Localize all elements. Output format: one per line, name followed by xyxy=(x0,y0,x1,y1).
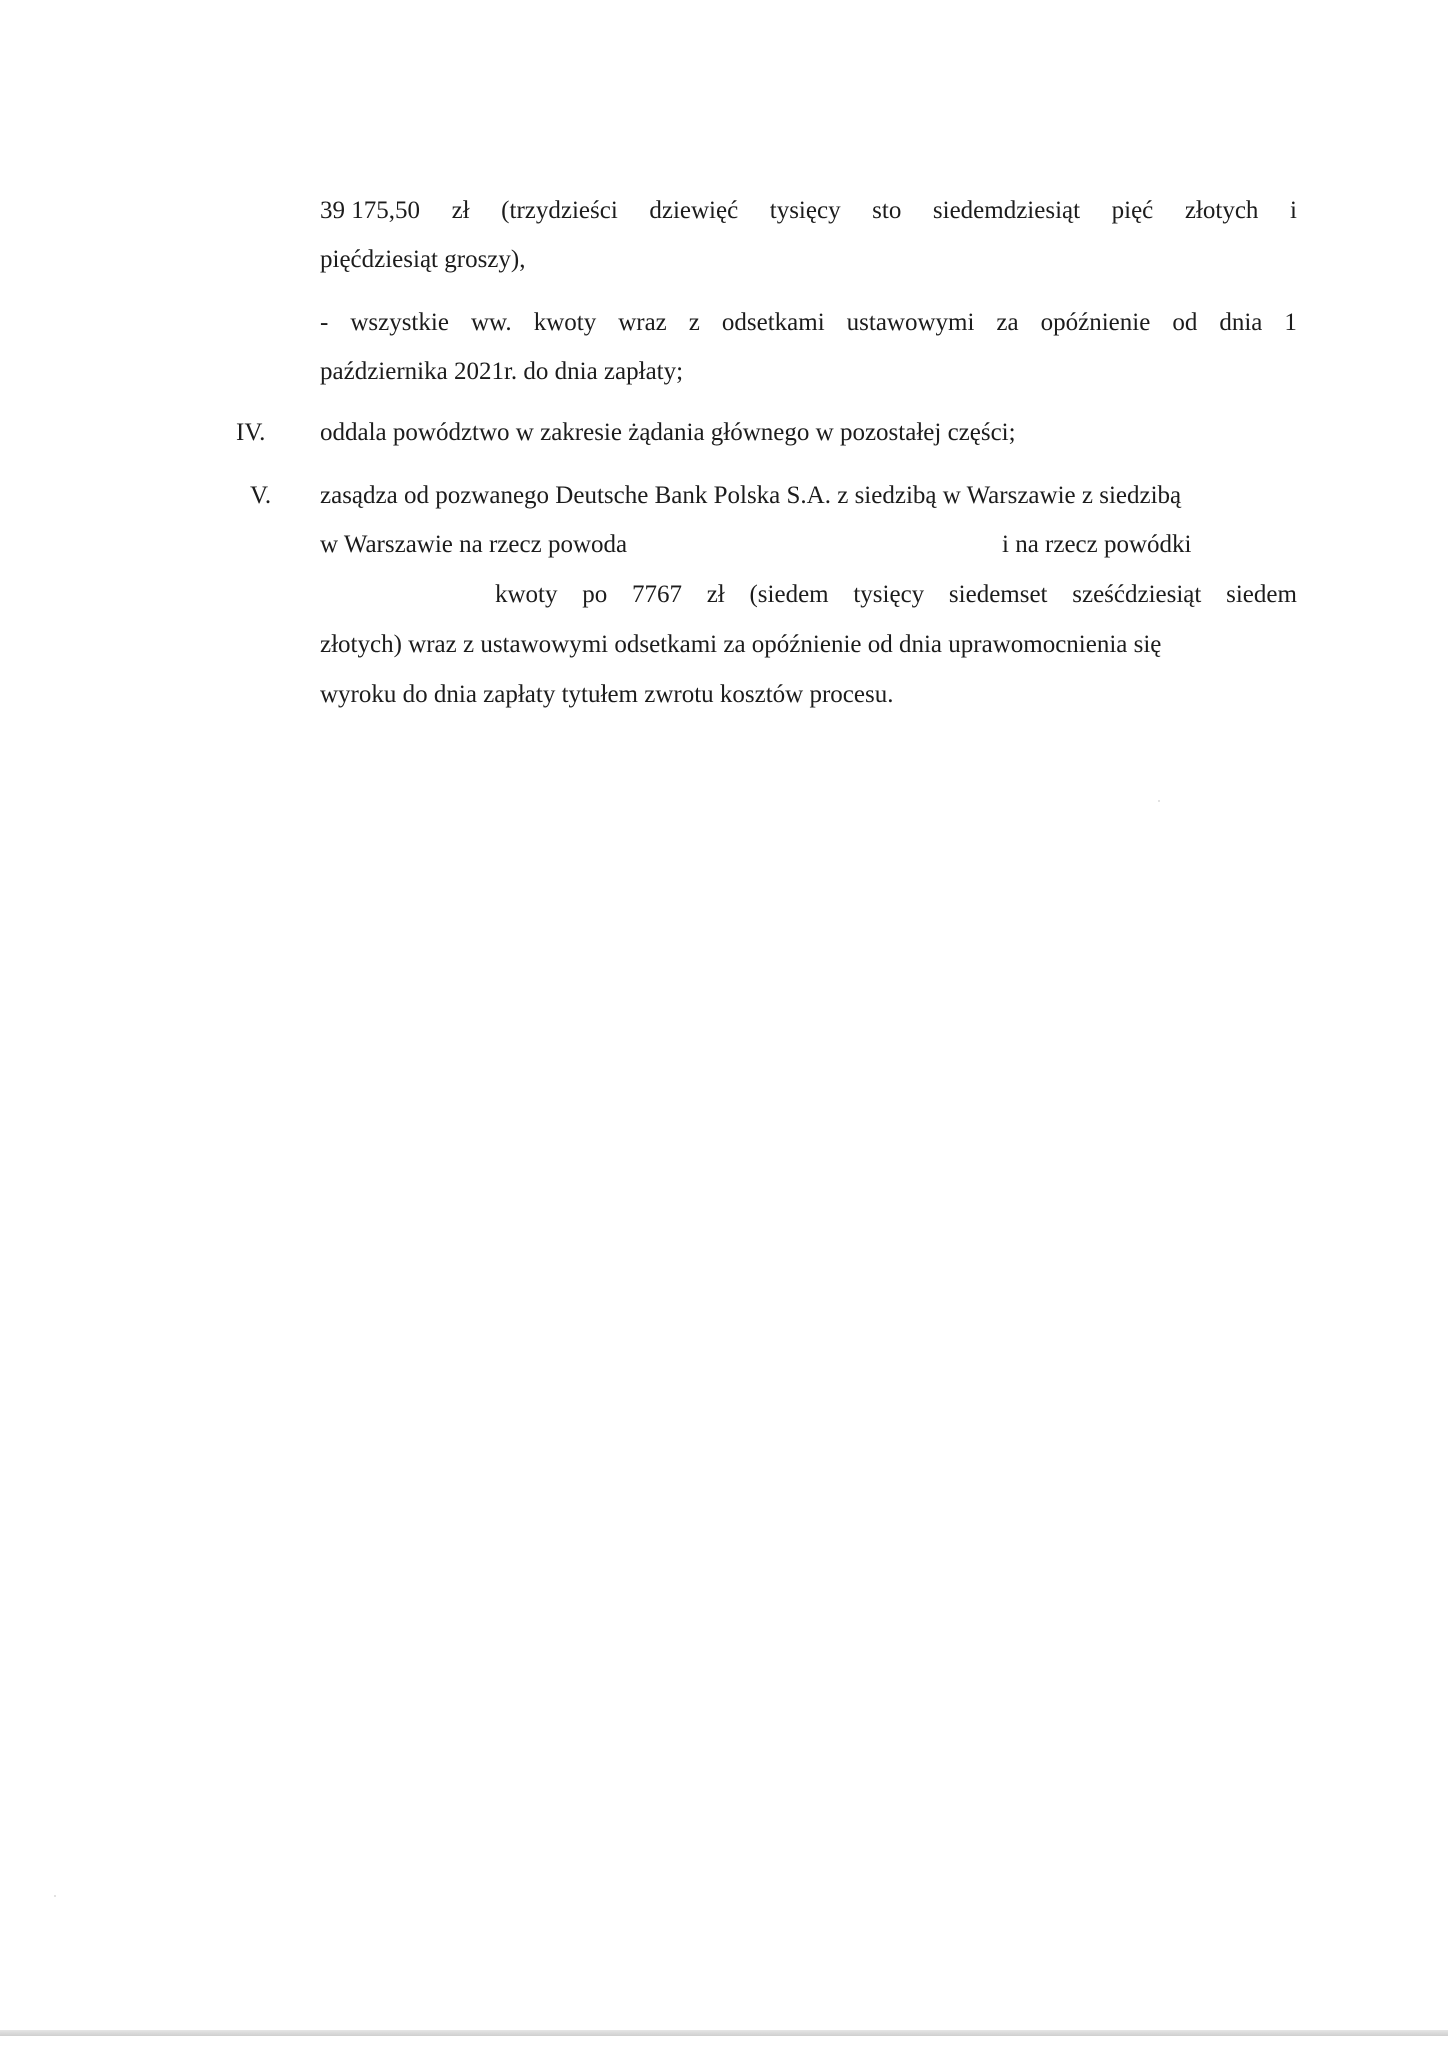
word: za xyxy=(996,309,1019,336)
word: kwoty xyxy=(495,581,558,608)
scan-speck xyxy=(54,1895,56,1897)
word: siedemdziesiąt xyxy=(932,197,1081,224)
costs-award-line: złotych) wraz z ustawowymi odsetkami za opóźnienie od dnia uprawomocnienia się xyxy=(320,631,1162,658)
costs-amount-line xyxy=(495,580,1297,610)
amount-line xyxy=(320,196,1297,226)
word: dnia xyxy=(1219,309,1263,336)
word: kwoty xyxy=(533,309,597,336)
word: tysięcy xyxy=(769,197,841,224)
word: ww. xyxy=(470,309,512,336)
word: sześćdziesiąt xyxy=(1072,581,1202,608)
word: siedemset xyxy=(948,581,1048,608)
word: od xyxy=(1172,309,1198,336)
costs-award-line: wyroku do dnia zapłaty tytułem zwrotu kosztów procesu. xyxy=(320,681,894,708)
word: ustawowymi xyxy=(846,309,975,336)
word: po xyxy=(582,581,608,608)
word: dziewięć xyxy=(649,197,739,224)
word: zł xyxy=(451,197,470,224)
word: 39 175,50 xyxy=(320,197,420,224)
costs-award-line: i na rzecz powódki xyxy=(1002,531,1192,558)
interest-clause-line xyxy=(320,308,1297,338)
item-numeral: V. xyxy=(250,482,272,509)
word: tysięcy xyxy=(853,581,925,608)
dismissal-line: oddala powództwo w zakresie żądania głównego w pozostałej części; xyxy=(320,419,1016,446)
costs-award-line: zasądza od pozwanego Deutsche Bank Polska S.A. z siedzibą w Warszawie z siedzibą xyxy=(320,482,1182,509)
word: i xyxy=(1289,197,1297,224)
word: opóźnienie xyxy=(1040,309,1151,336)
word: siedem xyxy=(1226,581,1297,608)
word: z xyxy=(688,309,700,336)
word: 1 xyxy=(1284,309,1297,336)
word: odsetkami xyxy=(721,309,825,336)
costs-award-line: w Warszawie na rzecz powoda xyxy=(320,531,628,558)
word: wszystkie xyxy=(350,309,449,336)
word: sto xyxy=(872,197,902,224)
item-numeral: IV. xyxy=(236,419,266,446)
word: (siedem xyxy=(749,581,829,608)
word: złotych xyxy=(1184,197,1259,224)
word: pięć xyxy=(1111,197,1154,224)
word: (trzydzieści xyxy=(501,197,618,224)
interest-clause-line-cont: października 2021r. do dnia zapłaty; xyxy=(320,358,684,385)
amount-line-cont: pięćdziesiąt groszy), xyxy=(320,246,526,273)
word: zł xyxy=(706,581,725,608)
scan-bottom-edge xyxy=(0,2030,1448,2036)
word: 7767 xyxy=(631,581,682,608)
word: wraz xyxy=(618,309,667,336)
word: - xyxy=(320,309,329,336)
scan-speck xyxy=(1158,800,1160,802)
